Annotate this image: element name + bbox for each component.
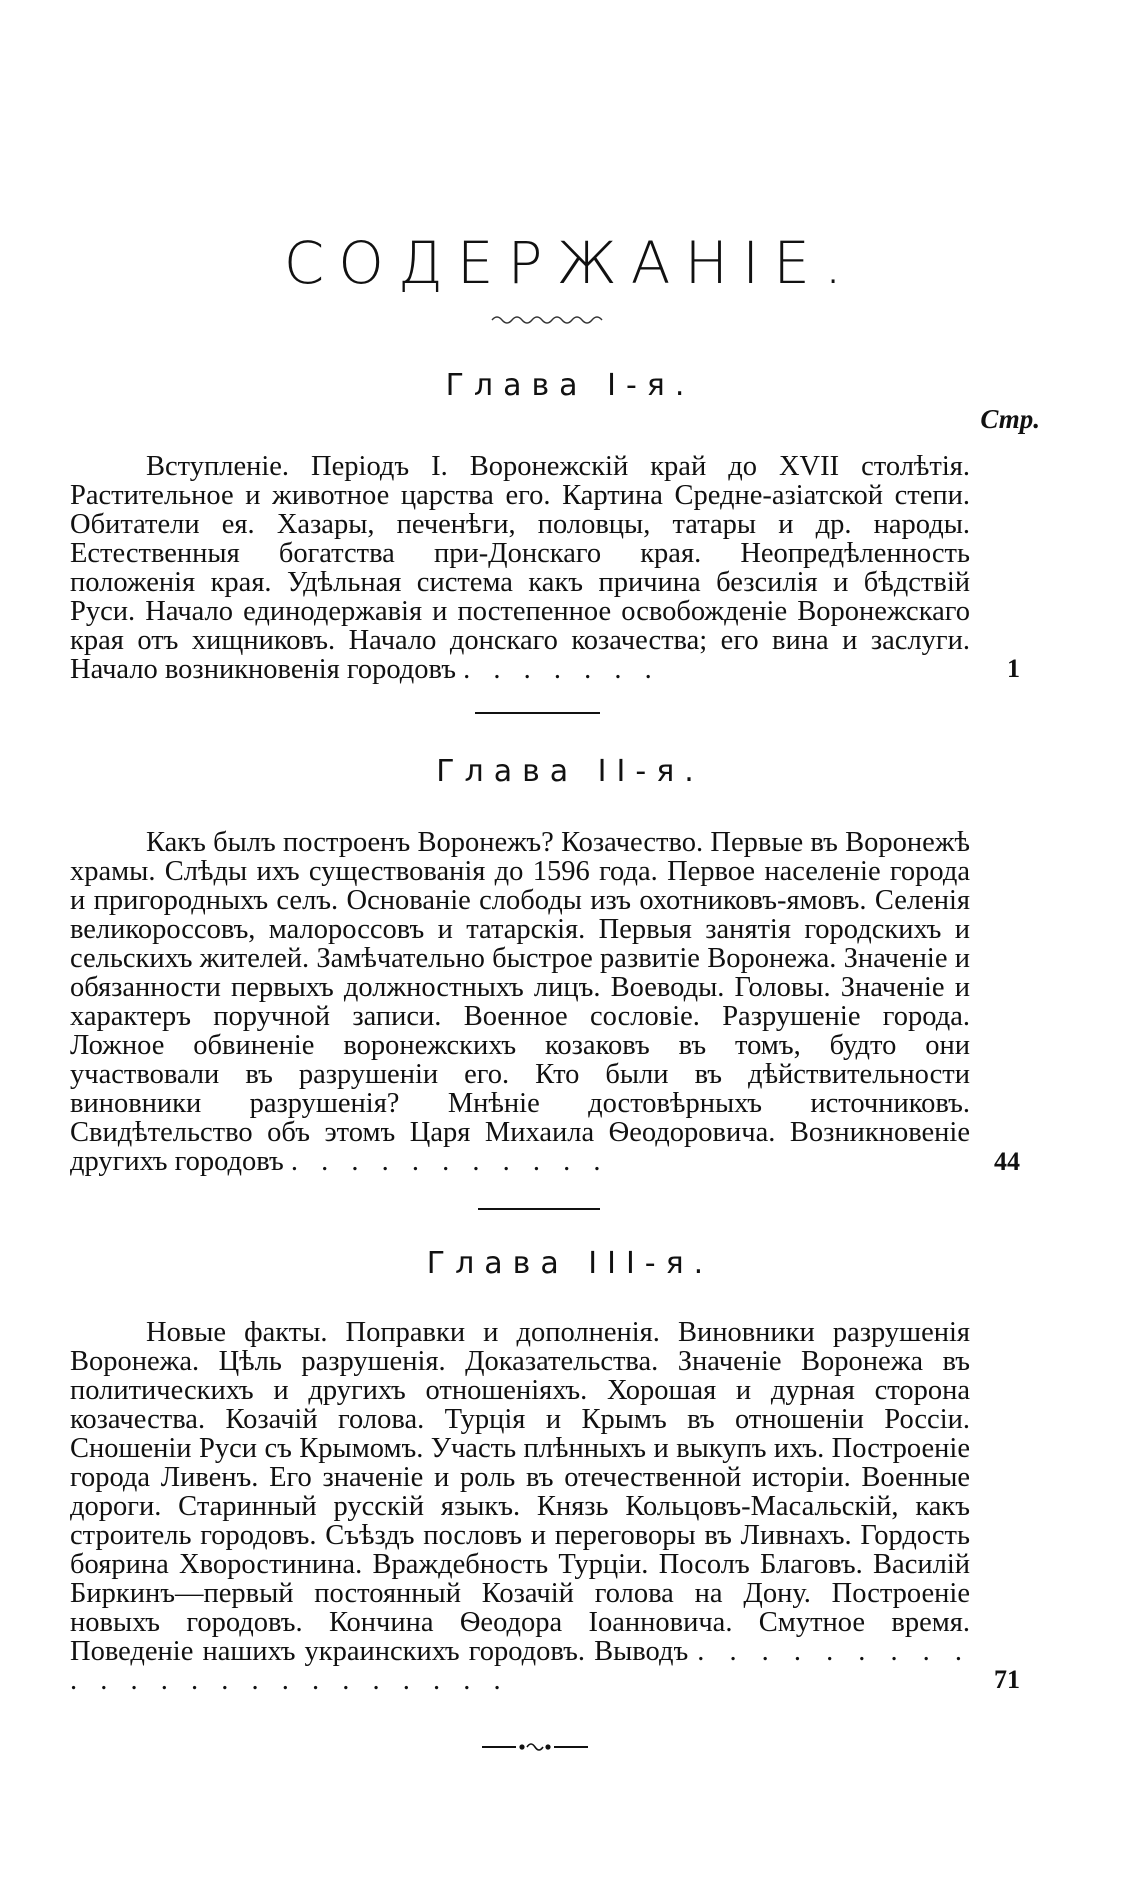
chapter-1-text: Вступленіе. Періодъ I. Воронежскій край до XVII столѣтія. Растительное и животное царства его. Картина Средне-азіатской степи. Обитатели ея. Хазары, печенѣги, половцы, татары и др. народы. Естественныя богатства при-Донскаго края. Неопредѣленность положенія края. Удѣльная система какъ причина безсилія и бѣдствій Руси. Начало единодержавія и постепенное освобожденіе Воронежскаго края отъ хищниковъ. Начало донскаго козачества; его вина и заслуги. Начало возникновенія городовъ xyxy=(70,451,970,685)
chapter-3-text: Новые факты. Поправки и дополненія. Виновники разрушенія Воронежа. Цѣль разрушенія. Доказательства. Значеніе Воронежа въ политическихъ и другихъ отношеніяхъ. Хорошая и дурная сторона козачества. Козачій голова. Турція и Крымъ въ отношеніи Россіи. Сношеніи Руси съ Крымомъ. Участь плѣнныхъ и выкупъ ихъ. Построеніе города Ливенъ. Его значеніе и роль въ отечественной исторіи. Военные дороги. Старинный русскій языкъ. Князь Кольцовъ-Масальскій, какъ строитель городовъ. Съѣздъ пословъ и переговоры въ Ливнахъ. Гордость боярина Хворостинина. Враждебность Турціи. Посолъ Благовъ. Василій Биркинъ—первый постоянный Козачій голова на Дону. Построеніе новыхъ городовъ. Кончина Ѳеодора Іоанновича. Смутное время. Поведеніе нашихъ украинскихъ городовъ. Выводъ xyxy=(70,1317,970,1667)
end-ornament-icon xyxy=(480,1740,590,1754)
chapter-1-leaders: . . . . . . . xyxy=(463,654,660,685)
chapter-3-heading: Глава ІІІ-я. xyxy=(426,1246,714,1281)
chapter-3-leaders: . . . . . . . . . . . . . . . . . . . . . . . . xyxy=(70,1636,971,1696)
chapter-3-summary xyxy=(70,1318,970,1695)
chapter-2-page-number: 44 xyxy=(994,1147,1020,1176)
chapter-1-summary xyxy=(70,452,970,684)
chapter-2-summary xyxy=(70,828,970,1176)
title-flourish xyxy=(490,312,610,328)
chapter-1-page-number: 1 xyxy=(1007,654,1020,683)
chapter-3-page-number: 71 xyxy=(994,1665,1020,1694)
chapter-2-text: Какъ былъ построенъ Воронежъ? Козачество. Первые въ Воронежѣ храмы. Слѣды ихъ существованія до 1596 года. Первое населеніе города и пригородныхъ селъ. Основаніе слободы изъ охотниковъ-ямовъ. Селенія великороссовъ, малороссовъ и татарскія. Первыя занятія городскихъ и сельскихъ жителей. Замѣчательно быстрое развитіе Воронежа. Значеніе и обязанности первыхъ должностныхъ лицъ. Воеводы. Головы. Значеніе и характеръ поручной записи. Военное сословіе. Разрушеніе города. Ложное обвиненіе воронежскихъ козаковъ въ томъ, будто они участвовали въ разрушеніи его. Кто были въ дѣйствительности виновники разрушенія? Мнѣніе достовѣрныхъ источниковъ. Свидѣтельство объ этомъ Царя Михаила Ѳеодоровича. Возникновеніе другихъ городовъ xyxy=(70,827,970,1177)
chapter-2-heading: Глава ІІ-я. xyxy=(436,754,704,789)
page-title: СОДЕРЖАНІЕ. xyxy=(283,229,857,297)
section-divider-1 xyxy=(475,712,600,714)
page-column-label: Стр. xyxy=(980,404,1040,434)
section-divider-2 xyxy=(478,1208,600,1210)
chapter-1-heading: Глава І-я. xyxy=(445,368,695,403)
chapter-2-leaders: . . . . . . . . . . . xyxy=(290,1146,609,1177)
